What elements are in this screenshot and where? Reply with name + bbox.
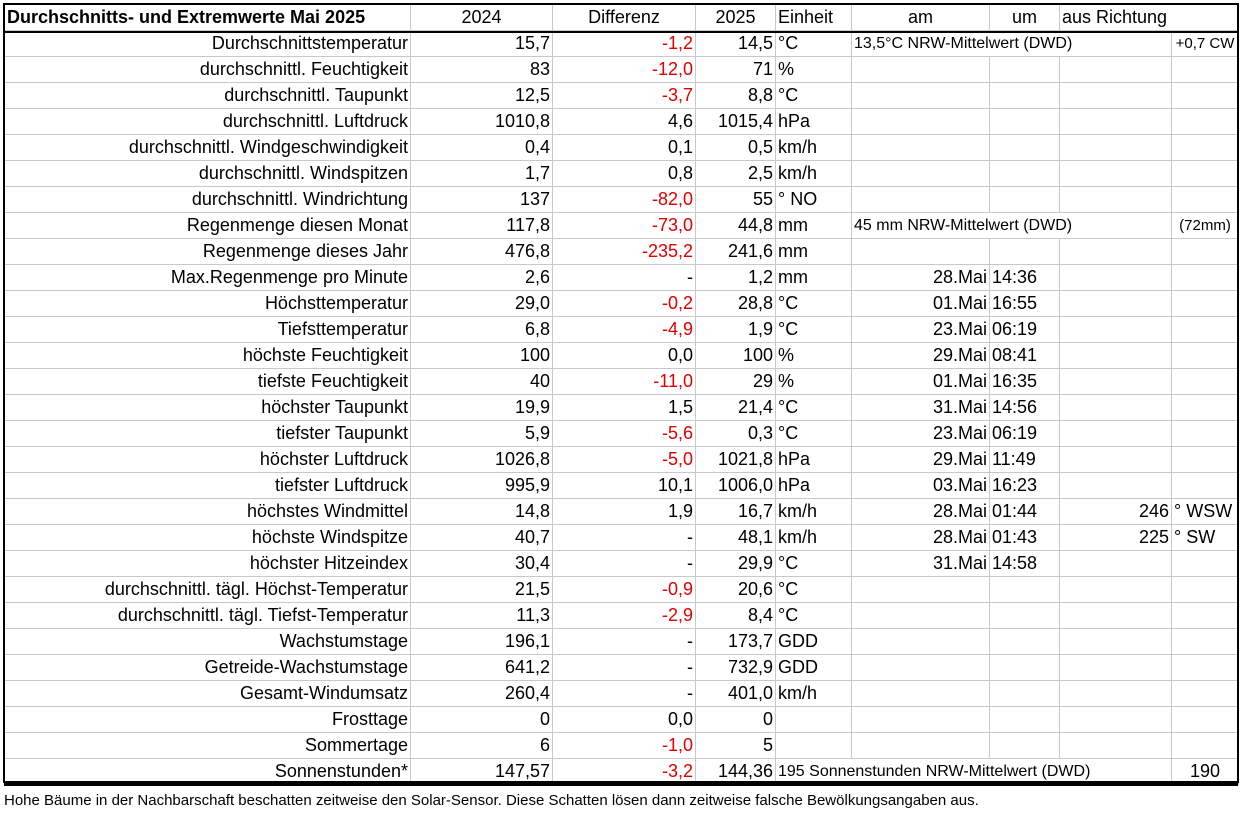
value-2025: 1,2 [696, 265, 776, 291]
row-label: Sonnenstunden* [5, 759, 411, 785]
time-um [990, 83, 1060, 109]
unit: GDD [776, 629, 852, 655]
time-um: 06:19 [990, 421, 1060, 447]
unit: °C [776, 551, 852, 577]
row-label: durchschnittl. Luftdruck [5, 109, 411, 135]
value-diff: - [553, 655, 696, 681]
date-am [852, 629, 990, 655]
value-diff: -2,9 [553, 603, 696, 629]
table-row [5, 421, 1239, 447]
date-am [852, 187, 990, 213]
table-row [5, 83, 1239, 109]
header-einheit: Einheit [776, 5, 852, 31]
unit: km/h [776, 681, 852, 707]
direction-degrees [1060, 395, 1172, 421]
header-richtung: aus Richtung [1060, 5, 1239, 31]
table-row [5, 525, 1239, 551]
table-row [5, 681, 1239, 707]
row-note: 13,5°C NRW-Mittelwert (DWD) [852, 31, 1172, 57]
row-label: tiefster Taupunkt [5, 421, 411, 447]
direction-text [1172, 317, 1239, 343]
value-2025: 1006,0 [696, 473, 776, 499]
row-label: höchste Windspitze [5, 525, 411, 551]
value-diff: - [553, 525, 696, 551]
direction-text [1172, 265, 1239, 291]
direction-text: ° WSW [1172, 499, 1239, 525]
value-2025: 71 [696, 57, 776, 83]
direction-text: ° SW [1172, 525, 1239, 551]
value-diff: -5,0 [553, 447, 696, 473]
value-diff: -0,9 [553, 577, 696, 603]
row-extra: (72mm) [1172, 213, 1239, 239]
direction-degrees [1060, 187, 1172, 213]
header-divider [4, 31, 1238, 33]
direction-degrees [1060, 447, 1172, 473]
date-am [852, 109, 990, 135]
direction-text [1172, 473, 1239, 499]
direction-text [1172, 629, 1239, 655]
direction-degrees [1060, 603, 1172, 629]
value-2024: 40,7 [411, 525, 553, 551]
time-um [990, 629, 1060, 655]
unit: °C [776, 31, 852, 57]
value-diff: 10,1 [553, 473, 696, 499]
date-am [852, 57, 990, 83]
date-am: 01.Mai [852, 291, 990, 317]
value-diff: 0,0 [553, 707, 696, 733]
date-am [852, 681, 990, 707]
value-diff: -4,9 [553, 317, 696, 343]
value-2024: 6 [411, 733, 553, 759]
table-row [5, 291, 1239, 317]
value-2025: 21,4 [696, 395, 776, 421]
time-um [990, 733, 1060, 759]
date-am: 28.Mai [852, 265, 990, 291]
value-2025: 0,3 [696, 421, 776, 447]
direction-text [1172, 187, 1239, 213]
value-2025: 28,8 [696, 291, 776, 317]
value-2024: 11,3 [411, 603, 553, 629]
unit: mm [776, 239, 852, 265]
value-2024: 30,4 [411, 551, 553, 577]
row-label: Tiefsttemperatur [5, 317, 411, 343]
unit: °C [776, 317, 852, 343]
value-diff: - [553, 681, 696, 707]
direction-degrees [1060, 681, 1172, 707]
direction-degrees [1060, 733, 1172, 759]
table-row [5, 707, 1239, 733]
direction-degrees: 246 [1060, 499, 1172, 525]
date-am: 28.Mai [852, 499, 990, 525]
value-2025: 144,36 [696, 759, 776, 785]
row-label: Regenmenge diesen Monat [5, 213, 411, 239]
date-am [852, 239, 990, 265]
value-2024: 0 [411, 707, 553, 733]
direction-degrees [1060, 265, 1172, 291]
direction-degrees: 225 [1060, 525, 1172, 551]
direction-text [1172, 291, 1239, 317]
unit: °C [776, 291, 852, 317]
unit: °C [776, 577, 852, 603]
direction-text [1172, 707, 1239, 733]
value-2024: 995,9 [411, 473, 553, 499]
date-am: 23.Mai [852, 421, 990, 447]
row-label: Frosttage [5, 707, 411, 733]
direction-text [1172, 681, 1239, 707]
unit: °C [776, 83, 852, 109]
table-title: Durchschnitts- und Extremwerte Mai 2025 [5, 5, 411, 31]
table-row [5, 577, 1239, 603]
date-am [852, 83, 990, 109]
value-2024: 83 [411, 57, 553, 83]
value-2024: 260,4 [411, 681, 553, 707]
unit [776, 733, 852, 759]
header-2024: 2024 [411, 5, 553, 31]
value-2025: 16,7 [696, 499, 776, 525]
value-diff: -11,0 [553, 369, 696, 395]
direction-text [1172, 551, 1239, 577]
time-um [990, 161, 1060, 187]
row-note: 195 Sonnenstunden NRW-Mittelwert (DWD) [776, 759, 1172, 785]
row-extra: +0,7 CW [1172, 31, 1239, 57]
row-label: höchster Luftdruck [5, 447, 411, 473]
time-um [990, 603, 1060, 629]
row-label: höchster Taupunkt [5, 395, 411, 421]
time-um [990, 707, 1060, 733]
time-um: 06:19 [990, 317, 1060, 343]
value-diff: -1,0 [553, 733, 696, 759]
date-am [852, 135, 990, 161]
value-2024: 137 [411, 187, 553, 213]
direction-degrees [1060, 369, 1172, 395]
unit: °C [776, 421, 852, 447]
table-row [5, 447, 1239, 473]
direction-degrees [1060, 707, 1172, 733]
row-label: durchschnittl. tägl. Tiefst-Temperatur [5, 603, 411, 629]
direction-text [1172, 343, 1239, 369]
value-2025: 29 [696, 369, 776, 395]
value-diff: -1,2 [553, 31, 696, 57]
value-diff: -5,6 [553, 421, 696, 447]
direction-degrees [1060, 83, 1172, 109]
unit [776, 707, 852, 733]
unit: km/h [776, 499, 852, 525]
direction-text [1172, 395, 1239, 421]
value-2024: 117,8 [411, 213, 553, 239]
time-um [990, 681, 1060, 707]
value-diff: -235,2 [553, 239, 696, 265]
row-label: durchschnittl. Windspitzen [5, 161, 411, 187]
value-2024: 641,2 [411, 655, 553, 681]
row-label: tiefster Luftdruck [5, 473, 411, 499]
table-row [5, 499, 1239, 525]
direction-text [1172, 733, 1239, 759]
value-2025: 0,5 [696, 135, 776, 161]
value-diff: -73,0 [553, 213, 696, 239]
table-row [5, 369, 1239, 395]
direction-text [1172, 369, 1239, 395]
row-label: höchste Feuchtigkeit [5, 343, 411, 369]
value-2025: 401,0 [696, 681, 776, 707]
value-2024: 147,57 [411, 759, 553, 785]
value-2025: 29,9 [696, 551, 776, 577]
time-um: 14:36 [990, 265, 1060, 291]
table-row [5, 135, 1239, 161]
direction-text [1172, 83, 1239, 109]
row-label: Gesamt-Windumsatz [5, 681, 411, 707]
direction-text [1172, 109, 1239, 135]
table-row [5, 317, 1239, 343]
value-diff: - [553, 265, 696, 291]
date-am [852, 707, 990, 733]
direction-text [1172, 57, 1239, 83]
table-row [5, 655, 1239, 681]
footnote: Hohe Bäume in der Nachbarschaft beschatten zeitweise den Solar-Sensor. Diese Schatten lösen dann zeitweise falsche Bewölkungsangaben aus. [4, 792, 979, 809]
header-um: um [990, 5, 1060, 31]
value-2025: 44,8 [696, 213, 776, 239]
value-diff: -12,0 [553, 57, 696, 83]
header-row [5, 5, 1239, 31]
table-row [5, 629, 1239, 655]
direction-degrees [1060, 109, 1172, 135]
direction-degrees [1060, 135, 1172, 161]
time-um: 16:23 [990, 473, 1060, 499]
value-2025: 1015,4 [696, 109, 776, 135]
time-um: 11:49 [990, 447, 1060, 473]
table-row [5, 161, 1239, 187]
direction-degrees [1060, 551, 1172, 577]
value-2024: 6,8 [411, 317, 553, 343]
unit: % [776, 343, 852, 369]
table-row [5, 343, 1239, 369]
row-label: höchstes Windmittel [5, 499, 411, 525]
table-row [5, 265, 1239, 291]
row-label: Max.Regenmenge pro Minute [5, 265, 411, 291]
row-label: Getreide-Wachstumstage [5, 655, 411, 681]
value-diff: 4,6 [553, 109, 696, 135]
weather-stats-table [4, 4, 1239, 785]
row-label: durchschnittl. Windgeschwindigkeit [5, 135, 411, 161]
time-um [990, 655, 1060, 681]
value-2024: 196,1 [411, 629, 553, 655]
table-row [5, 733, 1239, 759]
row-note: 45 mm NRW-Mittelwert (DWD) [852, 213, 1172, 239]
date-am [852, 603, 990, 629]
direction-degrees [1060, 57, 1172, 83]
direction-text [1172, 577, 1239, 603]
table-row [5, 551, 1239, 577]
table-row [5, 603, 1239, 629]
header-am: am [852, 5, 990, 31]
header-differenz: Differenz [553, 5, 696, 31]
row-label: Sommertage [5, 733, 411, 759]
date-am: 28.Mai [852, 525, 990, 551]
date-am: 31.Mai [852, 551, 990, 577]
direction-degrees [1060, 629, 1172, 655]
direction-degrees [1060, 291, 1172, 317]
date-am: 03.Mai [852, 473, 990, 499]
direction-degrees [1060, 239, 1172, 265]
row-label: höchster Hitzeindex [5, 551, 411, 577]
date-am [852, 655, 990, 681]
date-am [852, 161, 990, 187]
unit: hPa [776, 109, 852, 135]
value-2024: 29,0 [411, 291, 553, 317]
time-um [990, 577, 1060, 603]
value-2025: 48,1 [696, 525, 776, 551]
unit: km/h [776, 135, 852, 161]
date-am [852, 577, 990, 603]
date-am [852, 733, 990, 759]
date-am: 31.Mai [852, 395, 990, 421]
value-2025: 100 [696, 343, 776, 369]
time-um: 14:56 [990, 395, 1060, 421]
value-2025: 8,8 [696, 83, 776, 109]
table-row [5, 31, 1239, 57]
unit: hPa [776, 447, 852, 473]
direction-degrees [1060, 161, 1172, 187]
value-diff: -82,0 [553, 187, 696, 213]
direction-degrees [1060, 343, 1172, 369]
time-um: 16:35 [990, 369, 1060, 395]
value-diff: 0,8 [553, 161, 696, 187]
value-diff: -0,2 [553, 291, 696, 317]
unit: °C [776, 603, 852, 629]
value-2024: 2,6 [411, 265, 553, 291]
value-2024: 19,9 [411, 395, 553, 421]
direction-text [1172, 161, 1239, 187]
unit: ° NO [776, 187, 852, 213]
direction-text [1172, 421, 1239, 447]
table-row [5, 213, 1239, 239]
time-um [990, 239, 1060, 265]
table-row [5, 473, 1239, 499]
row-label: durchschnittl. tägl. Höchst-Temperatur [5, 577, 411, 603]
value-2025: 5 [696, 733, 776, 759]
time-um [990, 109, 1060, 135]
date-am: 29.Mai [852, 343, 990, 369]
direction-text [1172, 655, 1239, 681]
time-um [990, 187, 1060, 213]
value-diff: -3,7 [553, 83, 696, 109]
row-label: durchschnittl. Feuchtigkeit [5, 57, 411, 83]
unit: % [776, 57, 852, 83]
unit: km/h [776, 525, 852, 551]
unit: hPa [776, 473, 852, 499]
direction-degrees [1060, 421, 1172, 447]
time-um: 14:58 [990, 551, 1060, 577]
date-am: 01.Mai [852, 369, 990, 395]
table-row [5, 109, 1239, 135]
direction-degrees [1060, 655, 1172, 681]
value-diff: 1,9 [553, 499, 696, 525]
value-2025: 1021,8 [696, 447, 776, 473]
value-2025: 732,9 [696, 655, 776, 681]
direction-text [1172, 135, 1239, 161]
value-2025: 14,5 [696, 31, 776, 57]
row-label: durchschnittl. Taupunkt [5, 83, 411, 109]
value-2024: 14,8 [411, 499, 553, 525]
direction-text [1172, 239, 1239, 265]
time-um: 08:41 [990, 343, 1060, 369]
value-2024: 1026,8 [411, 447, 553, 473]
value-diff: 1,5 [553, 395, 696, 421]
value-2025: 20,6 [696, 577, 776, 603]
value-2024: 476,8 [411, 239, 553, 265]
time-um [990, 135, 1060, 161]
table-row [5, 239, 1239, 265]
value-2025: 8,4 [696, 603, 776, 629]
table-row [5, 395, 1239, 421]
table-row [5, 57, 1239, 83]
unit: GDD [776, 655, 852, 681]
time-um: 01:43 [990, 525, 1060, 551]
value-2025: 1,9 [696, 317, 776, 343]
unit: km/h [776, 161, 852, 187]
row-extra: 190 [1172, 759, 1239, 785]
value-2025: 0 [696, 707, 776, 733]
value-2025: 2,5 [696, 161, 776, 187]
time-um: 16:55 [990, 291, 1060, 317]
value-2024: 21,5 [411, 577, 553, 603]
row-label: tiefste Feuchtigkeit [5, 369, 411, 395]
row-label: Regenmenge dieses Jahr [5, 239, 411, 265]
value-2024: 40 [411, 369, 553, 395]
row-label: Wachstumstage [5, 629, 411, 655]
value-diff: 0,0 [553, 343, 696, 369]
table-row [5, 759, 1239, 785]
header-2025: 2025 [696, 5, 776, 31]
unit: °C [776, 395, 852, 421]
value-2024: 1,7 [411, 161, 553, 187]
row-label: Durchschnittstemperatur [5, 31, 411, 57]
date-am: 29.Mai [852, 447, 990, 473]
value-diff: 0,1 [553, 135, 696, 161]
unit: mm [776, 213, 852, 239]
value-2025: 173,7 [696, 629, 776, 655]
value-2024: 5,9 [411, 421, 553, 447]
value-2024: 100 [411, 343, 553, 369]
unit: % [776, 369, 852, 395]
value-diff: -3,2 [553, 759, 696, 785]
value-2025: 55 [696, 187, 776, 213]
footer-divider [4, 782, 1238, 786]
time-um [990, 57, 1060, 83]
direction-text [1172, 603, 1239, 629]
direction-text [1172, 447, 1239, 473]
value-diff: - [553, 551, 696, 577]
direction-degrees [1060, 317, 1172, 343]
value-diff: - [553, 629, 696, 655]
direction-degrees [1060, 473, 1172, 499]
value-2024: 0,4 [411, 135, 553, 161]
row-label: Höchsttemperatur [5, 291, 411, 317]
date-am: 23.Mai [852, 317, 990, 343]
value-2024: 15,7 [411, 31, 553, 57]
row-label: durchschnittl. Windrichtung [5, 187, 411, 213]
value-2025: 241,6 [696, 239, 776, 265]
unit: mm [776, 265, 852, 291]
time-um: 01:44 [990, 499, 1060, 525]
direction-degrees [1060, 577, 1172, 603]
table-row [5, 187, 1239, 213]
value-2024: 1010,8 [411, 109, 553, 135]
value-2024: 12,5 [411, 83, 553, 109]
